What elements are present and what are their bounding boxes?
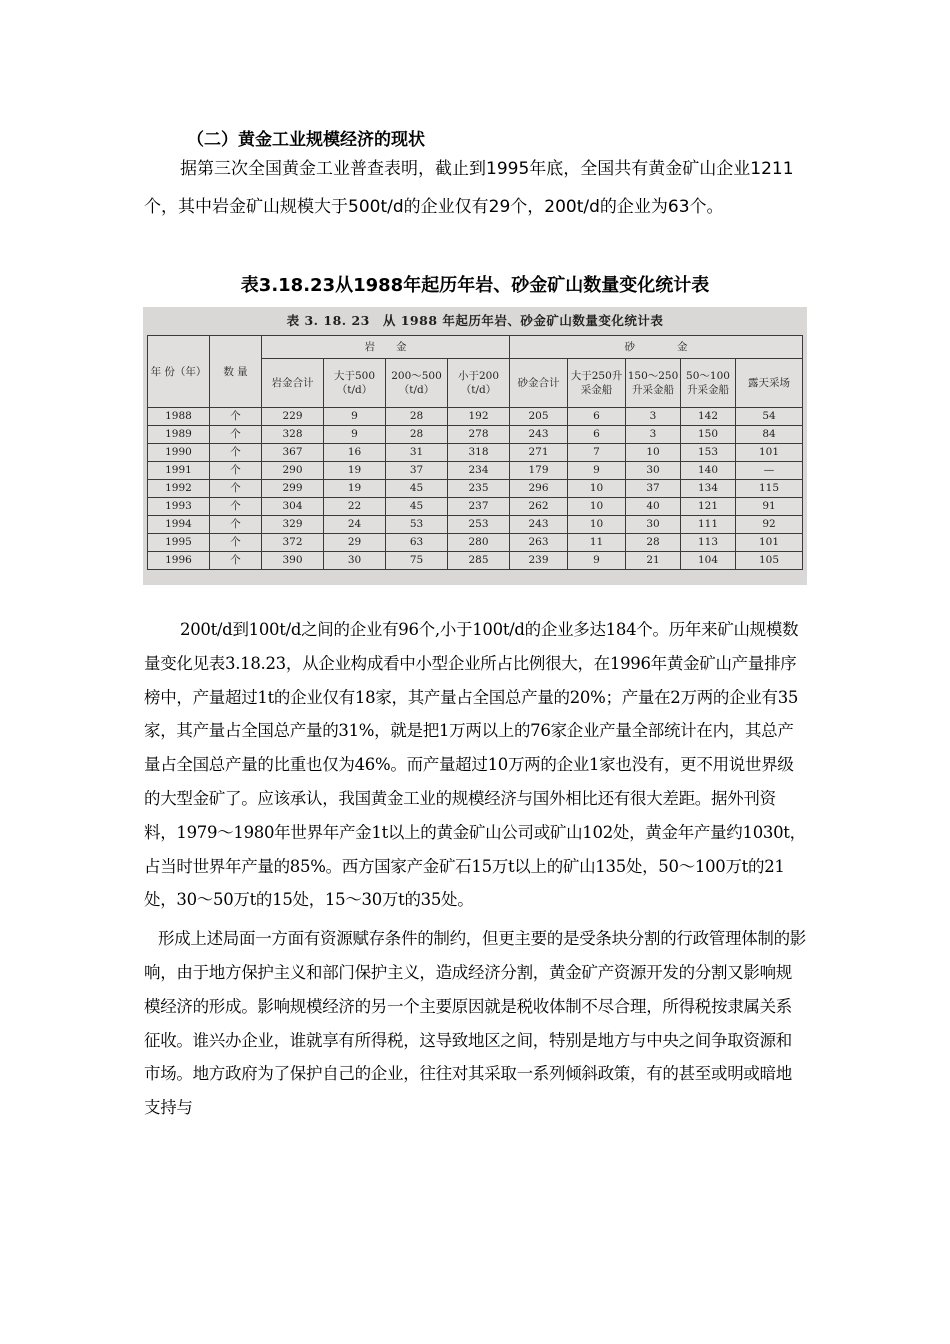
table-cell: 329 bbox=[262, 516, 324, 534]
table-cell: 150 bbox=[681, 426, 736, 444]
table-cell: 299 bbox=[262, 480, 324, 498]
table-cell: 192 bbox=[448, 408, 510, 426]
table-cell: 1990 bbox=[148, 444, 210, 462]
table-cell: 11 bbox=[568, 534, 626, 552]
table-cell: 3 bbox=[626, 408, 681, 426]
table-cell: 45 bbox=[386, 480, 448, 498]
table-cell: 75 bbox=[386, 552, 448, 570]
section-heading: （二）黄金工业规模经济的现状 bbox=[187, 130, 425, 150]
scanned-table-image bbox=[143, 307, 807, 585]
table-cell: 19 bbox=[324, 462, 386, 480]
header-placer-open-pit: 露天采场 bbox=[736, 359, 803, 408]
table-row bbox=[148, 426, 803, 444]
table-cell: 1991 bbox=[148, 462, 210, 480]
intro-text: 据第三次全国黄金工业普查表明，截止到1995年底，全国共有黄金矿山企业1211个，其中岩金矿山规模大于500t/d的企业仅有29个，200t/d的企业为63个。 bbox=[144, 159, 794, 217]
table-cell: 153 bbox=[681, 444, 736, 462]
table-cell: 63 bbox=[386, 534, 448, 552]
table-cell: 142 bbox=[681, 408, 736, 426]
table-cell: 30 bbox=[324, 552, 386, 570]
table-cell: 10 bbox=[568, 480, 626, 498]
table-row bbox=[148, 516, 803, 534]
table-cell: 37 bbox=[626, 480, 681, 498]
header-placer-gold: 砂 金 bbox=[510, 336, 803, 359]
table-cell: 235 bbox=[448, 480, 510, 498]
table-cell: 个 bbox=[210, 480, 262, 498]
table-cell: 262 bbox=[510, 498, 568, 516]
table-cell: 367 bbox=[262, 444, 324, 462]
header-unit: 数 量 bbox=[210, 336, 262, 408]
table-cell: 113 bbox=[681, 534, 736, 552]
table-cell: 9 bbox=[324, 408, 386, 426]
table-cell: 92 bbox=[736, 516, 803, 534]
table-row bbox=[148, 462, 803, 480]
table-cell: 个 bbox=[210, 516, 262, 534]
table-cell: 278 bbox=[448, 426, 510, 444]
table-cell: 54 bbox=[736, 408, 803, 426]
header-rock-200-500: 200～500（t/d） bbox=[386, 359, 448, 408]
header-placer-50-100: 50～100升采金船 bbox=[681, 359, 736, 408]
table-cell: 个 bbox=[210, 534, 262, 552]
table-cell: 179 bbox=[510, 462, 568, 480]
mine-count-table bbox=[147, 335, 803, 570]
paragraph-3: 形成上述局面一方面有资源赋存条件的制约，但更主要的是受条块分割的行政管理体制的影响，由于地方保护主义和部门保护主义，造成经济分割，黄金矿产资源开发的分割又影响规模经济的形成。影响规模经济的另一个主要原因就是税收体制不尽合理，所得税按隶属关系征收。谁兴办企业，谁就享有所得税，这导致地区之间，特别是地方与中央之间争取资源和市场。地方政府为了保护自己的企业，往往对其采取一系列倾斜政策，有的甚至或明或暗地支持与 bbox=[144, 929, 807, 1118]
table-cell: 84 bbox=[736, 426, 803, 444]
table-cell: — bbox=[736, 462, 803, 480]
table-cell: 1994 bbox=[148, 516, 210, 534]
table-cell: 3 bbox=[626, 426, 681, 444]
header-rock-total: 岩金合计 bbox=[262, 359, 324, 408]
table-cell: 28 bbox=[386, 408, 448, 426]
table-row bbox=[148, 534, 803, 552]
table-cell: 53 bbox=[386, 516, 448, 534]
table-cell: 29 bbox=[324, 534, 386, 552]
table-cell: 个 bbox=[210, 552, 262, 570]
table-row bbox=[148, 480, 803, 498]
table-cell: 111 bbox=[681, 516, 736, 534]
table-cell: 243 bbox=[510, 516, 568, 534]
table-cell: 140 bbox=[681, 462, 736, 480]
table-caption: 表3.18.23从1988年起历年岩、砂金矿山数量变化统计表 bbox=[240, 275, 710, 296]
header-placer-150-250: 150～250升采金船 bbox=[626, 359, 681, 408]
table-row bbox=[148, 552, 803, 570]
table-cell: 134 bbox=[681, 480, 736, 498]
table-row bbox=[148, 498, 803, 516]
table-cell: 1989 bbox=[148, 426, 210, 444]
table-cell: 45 bbox=[386, 498, 448, 516]
table-cell: 30 bbox=[626, 516, 681, 534]
table-cell: 24 bbox=[324, 516, 386, 534]
header-rock-gold: 岩 金 bbox=[262, 336, 510, 359]
header-rock-gt500: 大于500（t/d） bbox=[324, 359, 386, 408]
table-cell: 318 bbox=[448, 444, 510, 462]
table-cell: 1996 bbox=[148, 552, 210, 570]
table-cell: 6 bbox=[568, 426, 626, 444]
scanned-table-title: 表 3. 18. 23 从 1988 年起历年岩、砂金矿山数量变化统计表 bbox=[286, 313, 664, 328]
table-cell: 229 bbox=[262, 408, 324, 426]
table-row bbox=[148, 444, 803, 462]
header-year: 年 份（年） bbox=[148, 336, 210, 408]
table-cell: 10 bbox=[626, 444, 681, 462]
header-rock-lt200: 小于200（t/d） bbox=[448, 359, 510, 408]
table-cell: 104 bbox=[681, 552, 736, 570]
table-cell: 91 bbox=[736, 498, 803, 516]
table-cell: 22 bbox=[324, 498, 386, 516]
table-cell: 28 bbox=[626, 534, 681, 552]
header-placer-gt250: 大于250升采金船 bbox=[568, 359, 626, 408]
table-cell: 271 bbox=[510, 444, 568, 462]
table-cell: 372 bbox=[262, 534, 324, 552]
table-cell: 243 bbox=[510, 426, 568, 444]
table-cell: 239 bbox=[510, 552, 568, 570]
table-cell: 115 bbox=[736, 480, 803, 498]
table-cell: 1995 bbox=[148, 534, 210, 552]
table-cell: 101 bbox=[736, 534, 803, 552]
table-cell: 1988 bbox=[148, 408, 210, 426]
table-cell: 234 bbox=[448, 462, 510, 480]
table-cell: 31 bbox=[386, 444, 448, 462]
table-body bbox=[148, 408, 803, 570]
table-cell: 263 bbox=[510, 534, 568, 552]
table-cell: 个 bbox=[210, 444, 262, 462]
table-cell: 6 bbox=[568, 408, 626, 426]
table-cell: 9 bbox=[324, 426, 386, 444]
table-cell: 296 bbox=[510, 480, 568, 498]
table-cell: 40 bbox=[626, 498, 681, 516]
table-cell: 280 bbox=[448, 534, 510, 552]
table-cell: 9 bbox=[568, 552, 626, 570]
table-cell: 10 bbox=[568, 498, 626, 516]
table-cell: 个 bbox=[210, 408, 262, 426]
table-cell: 21 bbox=[626, 552, 681, 570]
table-cell: 9 bbox=[568, 462, 626, 480]
table-cell: 253 bbox=[448, 516, 510, 534]
table-cell: 1992 bbox=[148, 480, 210, 498]
header-placer-total: 砂金合计 bbox=[510, 359, 568, 408]
table-cell: 19 bbox=[324, 480, 386, 498]
table-cell: 个 bbox=[210, 426, 262, 444]
table-cell: 105 bbox=[736, 552, 803, 570]
table-cell: 285 bbox=[448, 552, 510, 570]
intro-paragraph bbox=[144, 150, 809, 226]
table-cell: 390 bbox=[262, 552, 324, 570]
table-cell: 个 bbox=[210, 462, 262, 480]
table-cell: 101 bbox=[736, 444, 803, 462]
table-cell: 37 bbox=[386, 462, 448, 480]
table-cell: 205 bbox=[510, 408, 568, 426]
table-cell: 304 bbox=[262, 498, 324, 516]
table-row bbox=[148, 408, 803, 426]
table-cell: 290 bbox=[262, 462, 324, 480]
table-cell: 28 bbox=[386, 426, 448, 444]
table-cell: 10 bbox=[568, 516, 626, 534]
table-cell: 16 bbox=[324, 444, 386, 462]
paragraph-2: 200t/d到100t/d之间的企业有96个,小于100t/d的企业多达184个。历年来矿山规模数量变化见表3.18.23，从企业构成看中小型企业所占比例很大，在1996年黄金矿山产量排序榜中，产量超过1t的企业仅有18家，其产量占全国总产量的20%；产量在2万两的企业有35家，其产量占全国总产量的31%，就是把1万两以上的76家企业产量全部统计在内，其总产量占全国总产量的比重也仅为46%。而产量超过10万两的企业1家也没有，更不用说世界级的大型金矿了。应该承认，我国黄金工业的规模经济与国外相比还有很大差距。据外刊资料，1979～1980年世界年产金1t以上的黄金矿山公司或矿山102处，黄金年产量约1030t，占当时世界年产量的85%。西方国家产金矿石15万t以上的矿山135处，50～100万t的21处，30～50万t的15处，15～30万t的35处。 bbox=[144, 620, 806, 910]
table-cell: 30 bbox=[626, 462, 681, 480]
body-text bbox=[144, 613, 808, 1125]
table-cell: 个 bbox=[210, 498, 262, 516]
table-cell: 237 bbox=[448, 498, 510, 516]
table-cell: 121 bbox=[681, 498, 736, 516]
table-cell: 1993 bbox=[148, 498, 210, 516]
table-cell: 328 bbox=[262, 426, 324, 444]
table-cell: 7 bbox=[568, 444, 626, 462]
